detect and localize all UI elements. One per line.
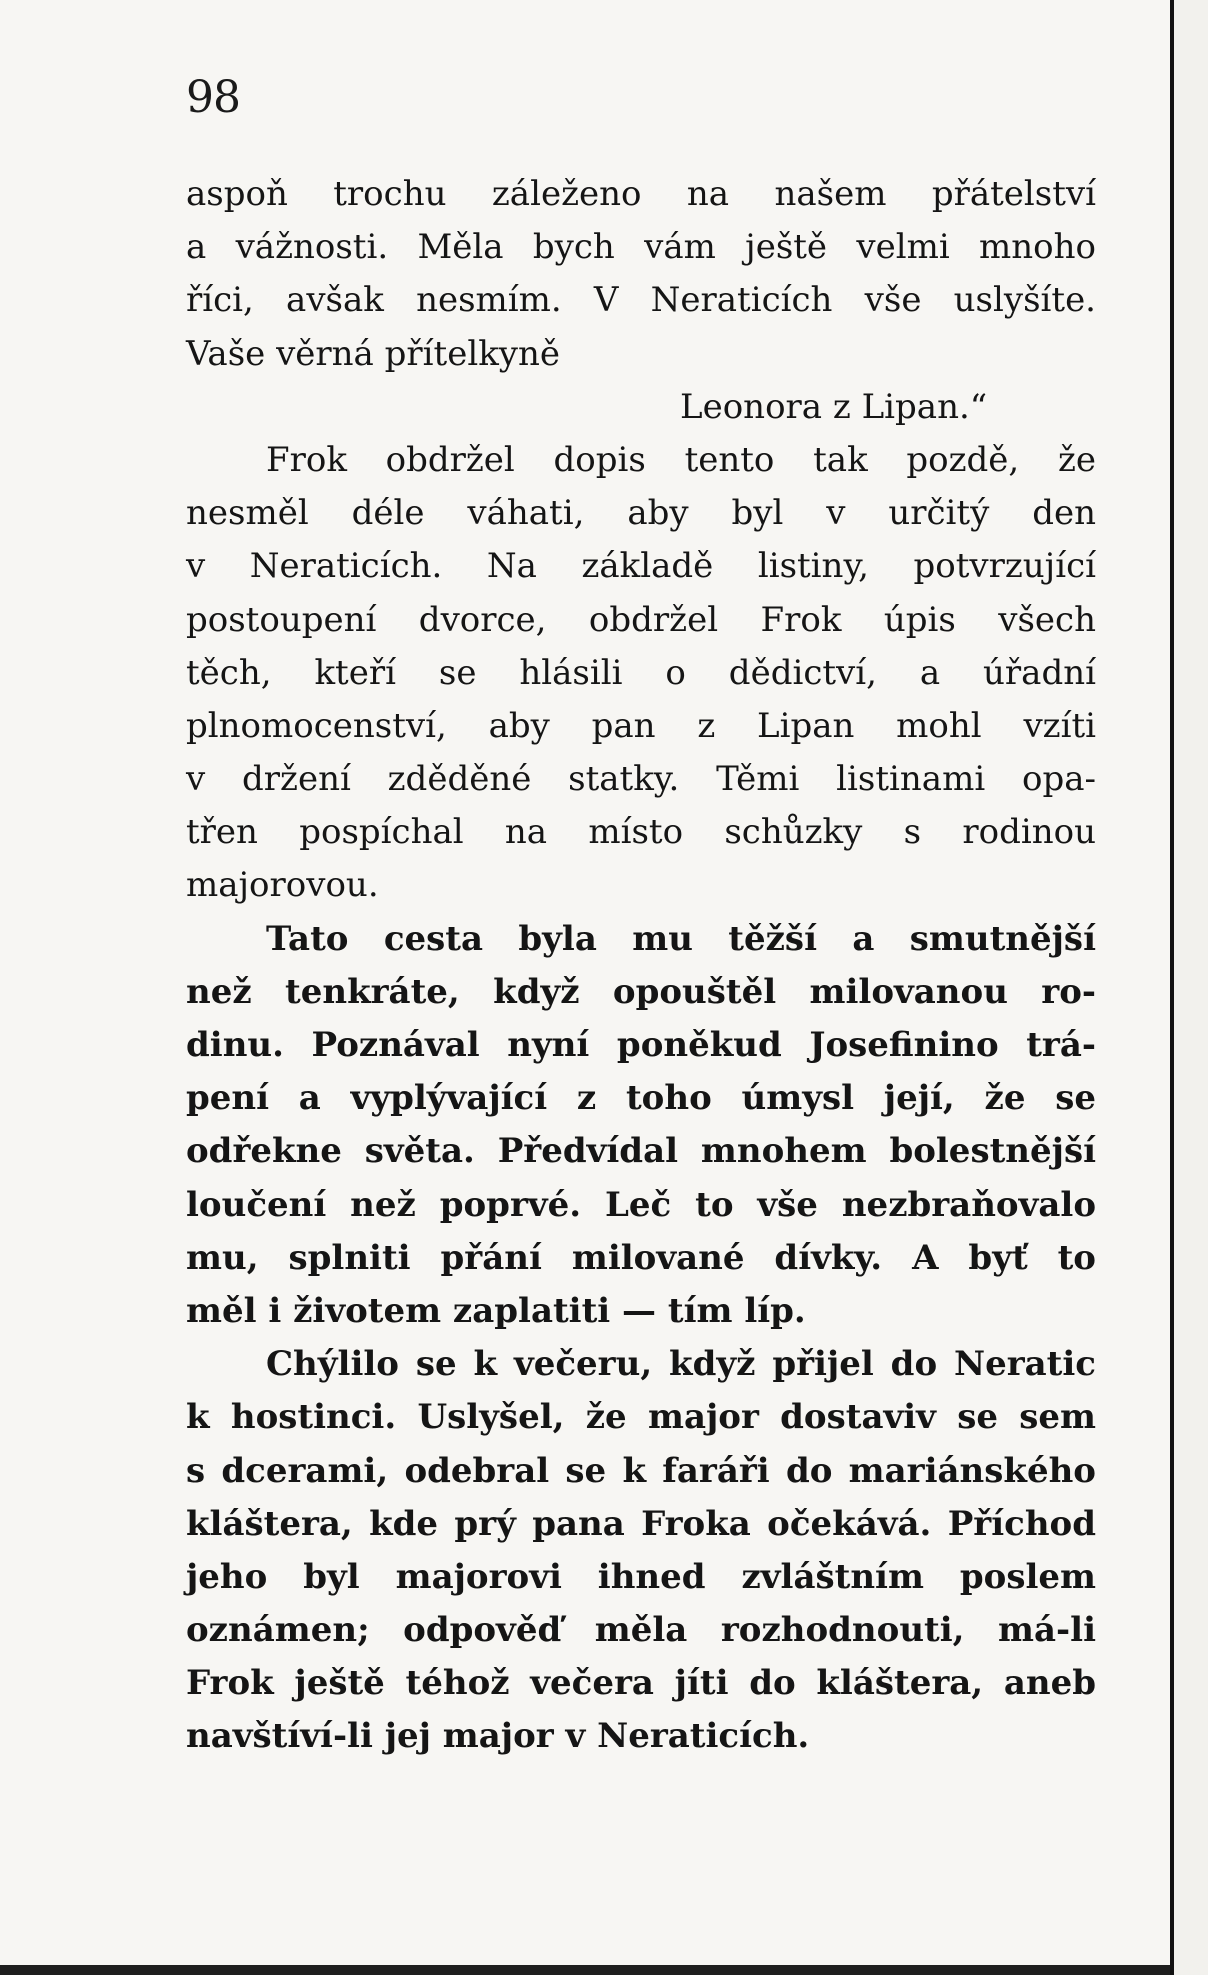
text-line: Frok ještě téhož večera jíti do kláštera, aneb xyxy=(186,1663,1096,1704)
text-line: a vážnosti. Měla bych vám ještě velmi mnoho xyxy=(186,227,1096,268)
text-line: měl i životem zaplatiti — tím líp. xyxy=(186,1290,806,1331)
text-line: plnomocenství, aby pan z Lipan mohl vzíti xyxy=(186,705,1096,746)
text-line: majorovou. xyxy=(186,865,379,906)
text-line: oznámen; odpověď měla rozhodnouti, má-li xyxy=(186,1610,1096,1651)
text-line: nesměl déle váhati, aby byl v určitý den xyxy=(186,493,1096,534)
text-line: jeho byl majorovi ihned zvláštním poslem xyxy=(186,1556,1096,1597)
text-line: s dcerami, odebral se k faráři do mariánského xyxy=(186,1450,1096,1491)
page-edge-margin xyxy=(1174,0,1208,1975)
text-line: Vaše věrná přítelkyně xyxy=(186,333,561,374)
text-line: než tenkráte, když opouštěl milovanou ro- xyxy=(186,971,1096,1012)
text-line: k hostinci. Uslyšel, že major dostaviv se sem xyxy=(186,1397,1096,1438)
letter-signature: Leonora z Lipan.“ xyxy=(680,386,988,427)
page-number: 98 xyxy=(186,72,240,123)
text-line: odřekne světa. Předvídal mnohem bolestnější xyxy=(186,1131,1096,1172)
text-line: mu, splniti přání milované dívky. A byť to xyxy=(186,1237,1096,1278)
text-line: aspoň trochu záleženo na našem přátelství xyxy=(186,174,1096,214)
text-line: navštíví-li jej major v Neraticích. xyxy=(186,1716,810,1757)
text-line: dinu. Poznával nyní poněkud Josefinino trá- xyxy=(186,1025,1096,1065)
text-line: pení a vyplývající z toho úmysl její, že se xyxy=(186,1078,1096,1119)
text-line: postoupení dvorce, obdržel Frok úpis všech xyxy=(186,599,1096,640)
body-text xyxy=(186,168,1096,1764)
paragraph-start: Tato cesta byla mu těžší a smutnější xyxy=(266,918,1096,959)
text-line: těch, kteří se hlásili o dědictví, a úřadní xyxy=(186,652,1096,693)
paragraph-start: Frok obdržel dopis tento tak pozdě, že xyxy=(266,439,1096,480)
paragraph-start: Chýlilo se k večeru, když přijel do Neratic xyxy=(266,1344,1096,1385)
text-line: v Neraticích. Na základě listiny, potvrzující xyxy=(186,546,1096,587)
text-line: v držení zděděné statky. Těmi listinami opa- xyxy=(186,759,1096,800)
text-line: kláštera, kde prý pana Froka očekává. Příchod xyxy=(186,1503,1096,1544)
text-line: loučení než poprvé. Leč to vše nezbraňovalo xyxy=(186,1184,1096,1225)
text-line: říci, avšak nesmím. V Neraticích vše uslyšíte. xyxy=(186,280,1096,321)
text-line: třen pospíchal na místo schůzky s rodinou xyxy=(186,812,1096,853)
